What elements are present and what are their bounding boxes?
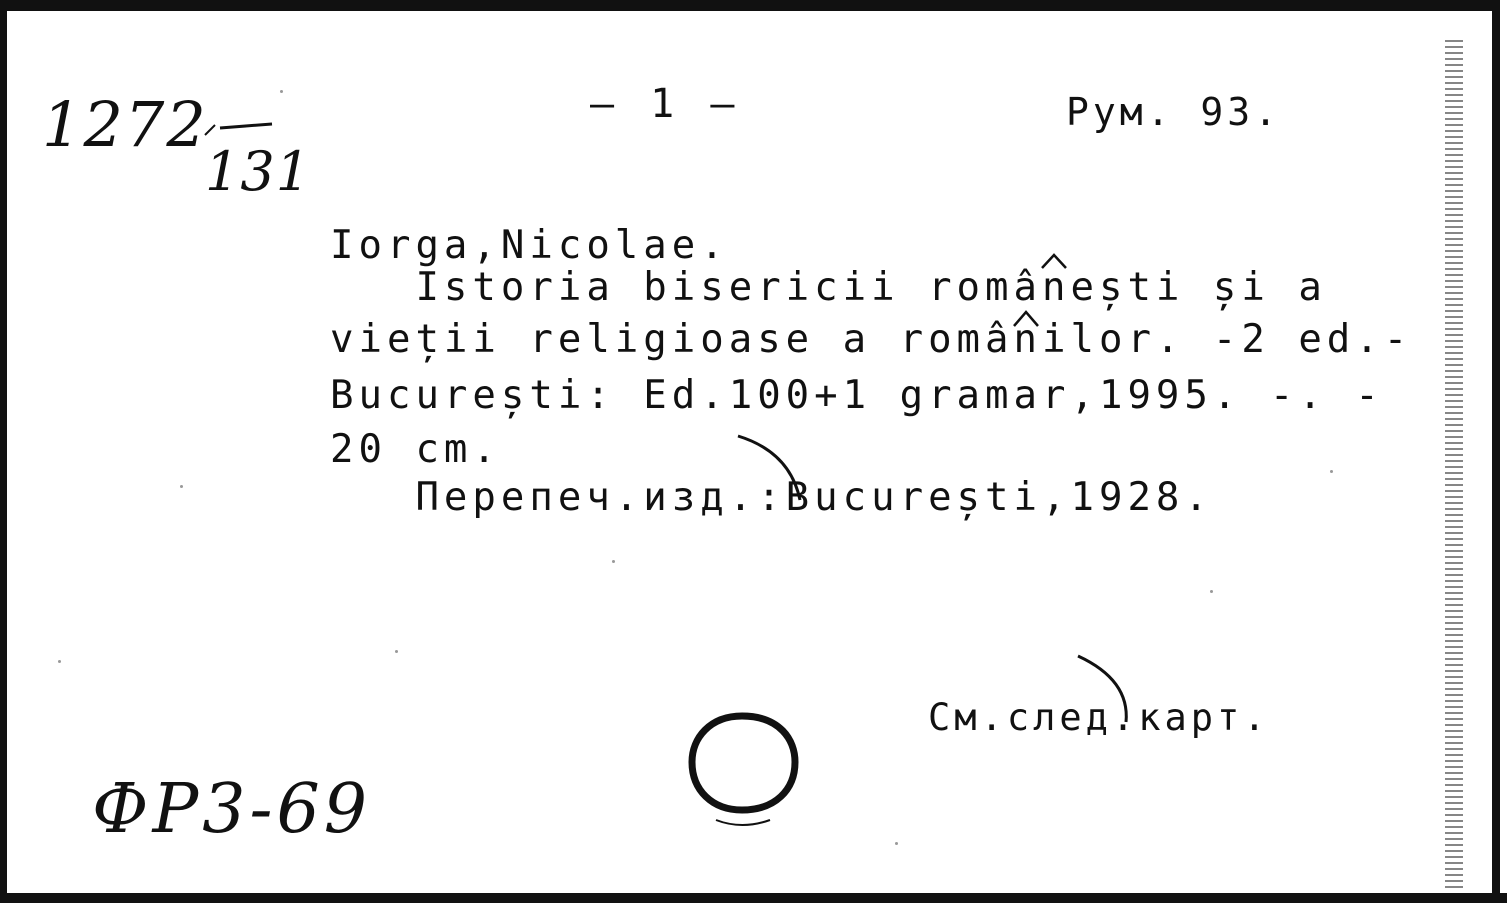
entry-line-reprint: Перепеч.изд.:București,1928. (330, 475, 1213, 520)
inventory-number: ФР3-69 (92, 770, 371, 849)
entry-line-title-1: Istoria bisericii românești și a (330, 265, 1327, 310)
entry-line-size: 20 cm. (330, 427, 501, 472)
paper-speck (395, 650, 398, 653)
call-number-overline (220, 124, 272, 128)
punch-hole-ring (692, 716, 795, 810)
reference-arc-stroke (1078, 656, 1126, 722)
paper-speck (180, 485, 183, 488)
sub-divider-stroke (205, 125, 215, 135)
entry-line-imprint: București: Ed.100+1 gramar,1995. -. - (330, 373, 1384, 418)
paper-speck (58, 660, 61, 663)
header-code: Рум. 93. (1066, 90, 1282, 134)
title-circumflex-2 (1014, 312, 1038, 326)
call-number-sub: 131 (205, 140, 312, 203)
paper-speck (612, 560, 615, 563)
title-circumflex-1 (1042, 255, 1066, 268)
punch-hole-shadow (716, 820, 770, 825)
paper-speck (1210, 590, 1213, 593)
call-number: 1272 (42, 88, 208, 161)
paper-speck (280, 90, 283, 93)
entry-line-title-2: vieții religioase a românilor. -2 ed.- (330, 317, 1413, 362)
reprint-arc-stroke (738, 436, 800, 500)
page-marker: — 1 — (590, 81, 741, 127)
reference-note: См.след.карт. (928, 696, 1270, 739)
paper-speck (1330, 470, 1333, 473)
entry-line-author: Iorga,Nicolae. (330, 223, 729, 268)
paper-speck (895, 842, 898, 845)
